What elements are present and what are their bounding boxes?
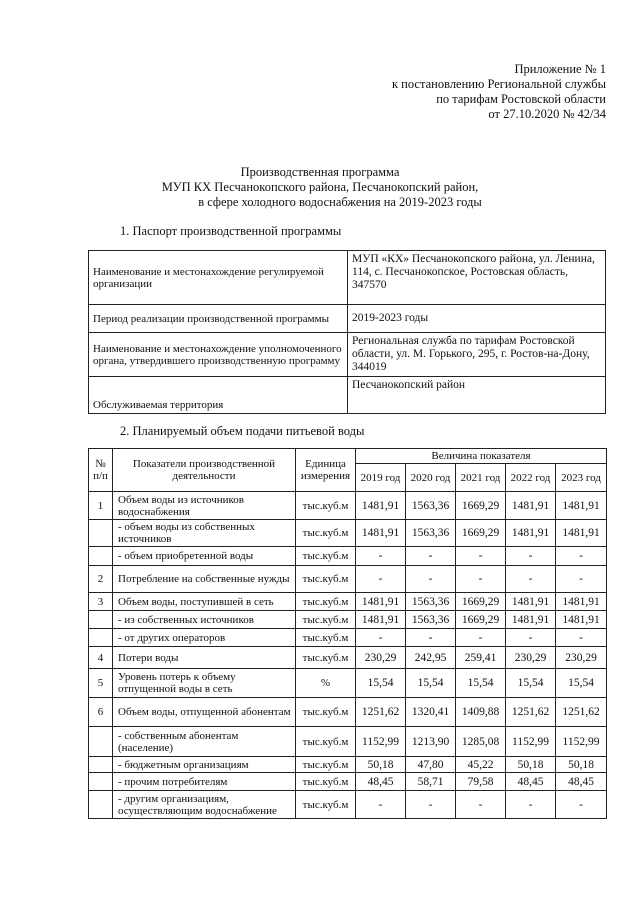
row-value: 1481,91 [556,520,607,547]
row-value: 15,54 [506,669,556,698]
row-indicator: - бюджетным организациям [113,757,296,773]
row-value: - [556,629,607,647]
row-value: 47,80 [406,757,456,773]
header-num: № п/п [89,449,113,492]
row-value: 1481,91 [556,593,607,611]
row-indicator: - собственным абонентам (население) [113,727,296,757]
row-value: 1409,88 [456,698,506,727]
row-indicator: - другим организациям, осуществляющим водоснабжение [113,791,296,819]
row-value: 1481,91 [356,611,406,629]
row-value: 15,54 [556,669,607,698]
row-value: - [556,566,607,593]
row-value: 1251,62 [556,698,607,727]
table-row [89,727,607,757]
row-value: 45,22 [456,757,506,773]
title-line: МУП КХ Песчанокопского района, Песчанокопский район, [161,180,479,194]
row-value: 230,29 [356,647,406,669]
header-indicator: Показатели производственной деятельности [113,449,296,492]
row-value: 1152,99 [506,727,556,757]
row-value: - [506,547,556,566]
row-value: 15,54 [406,669,456,698]
row-value: 1481,91 [506,593,556,611]
row-indicator: - прочим потребителям [113,773,296,791]
row-value: 1481,91 [506,492,556,520]
row-value: 1251,62 [506,698,556,727]
row-value: 1669,29 [456,520,506,547]
row-value: 1563,36 [406,520,456,547]
row-value: 1669,29 [456,611,506,629]
row-value: 50,18 [356,757,406,773]
header-value-group: Величина показателя [356,449,607,464]
row-unit: тыс.куб.м [296,757,356,773]
row-unit: тыс.куб.м [296,727,356,757]
row-value: 242,95 [406,647,456,669]
row-value: 15,54 [356,669,406,698]
header-year: 2020 год [406,464,456,492]
table-row [89,773,607,791]
passport-label: Наименование и местонахождение регулируемой организации [89,251,348,305]
appendix-line: к постановлению Региональной службы [391,77,606,91]
row-unit: тыс.куб.м [296,791,356,819]
row-unit: тыс.куб.м [296,629,356,647]
row-value: - [356,791,406,819]
header-year: 2022 год [506,464,556,492]
row-num: 4 [89,647,113,669]
passport-table [88,250,606,414]
row-num [89,520,113,547]
passport-value: 2019-2023 годы [348,305,606,333]
row-value: 50,18 [556,757,607,773]
row-unit: % [296,669,356,698]
row-value: 1669,29 [456,593,506,611]
row-num [89,757,113,773]
passport-value: МУП «КХ» Песчанокопского района, ул. Ленина, 114, с. Песчанокопское, Ростовская область, 347570 [348,251,606,305]
header-year: 2019 год [356,464,406,492]
row-value: 1481,91 [356,492,406,520]
row-indicator: Уровень потерь к объему отпущенной воды в сеть [113,669,296,698]
row-value: - [406,547,456,566]
row-value: 1481,91 [556,611,607,629]
header-year: 2021 год [456,464,506,492]
table-row [89,492,607,520]
row-num: 1 [89,492,113,520]
header-row [89,449,607,464]
row-unit: тыс.куб.м [296,492,356,520]
row-value: 1563,36 [406,492,456,520]
passport-value: Песчанокопский район [348,377,606,414]
passport-label: Наименование и местонахождение уполномоченного органа, утвердившего производственную программу [89,333,348,377]
document-title [0,165,640,210]
row-value: 230,29 [556,647,607,669]
table-row [89,305,606,333]
row-num [89,547,113,566]
row-value: - [406,629,456,647]
table-row [89,593,607,611]
passport-value: Региональная служба по тарифам Ростовской области, ул. М. Горького, 295, г. Ростов-на-Дону, 344019 [348,333,606,377]
row-num: 3 [89,593,113,611]
row-value: - [456,791,506,819]
row-value: 50,18 [506,757,556,773]
row-value: 1285,08 [456,727,506,757]
row-value: - [356,629,406,647]
row-indicator: - из собственных источников [113,611,296,629]
row-value: 1669,29 [456,492,506,520]
table-row [89,629,607,647]
row-value: - [506,791,556,819]
row-value: 1320,41 [406,698,456,727]
table-row [89,547,607,566]
row-value: 1481,91 [356,593,406,611]
row-indicator: Объем воды из источников водоснабжения [113,492,296,520]
header-unit: Единица измерения [296,449,356,492]
water-volume-table [88,448,607,819]
table-row [89,566,607,593]
row-unit: тыс.куб.м [296,566,356,593]
title-line: в сфере холодного водоснабжения на 2019-2023 годы [198,195,482,209]
table-row [89,611,607,629]
row-indicator: Объем воды, поступившей в сеть [113,593,296,611]
row-value: 1481,91 [556,492,607,520]
row-unit: тыс.куб.м [296,593,356,611]
row-num [89,773,113,791]
row-value: 1563,36 [406,611,456,629]
row-value: 1152,99 [556,727,607,757]
table-row [89,698,607,727]
row-value: 1152,99 [356,727,406,757]
row-value: - [456,629,506,647]
row-value: 1481,91 [356,520,406,547]
row-unit: тыс.куб.м [296,773,356,791]
title-line: Производственная программа [240,165,400,179]
row-unit: тыс.куб.м [296,547,356,566]
table-row [89,791,607,819]
row-value: 1213,90 [406,727,456,757]
header-year: 2023 год [556,464,607,492]
row-indicator: - объем воды из собственных источников [113,520,296,547]
row-value: 1481,91 [506,520,556,547]
row-value: 48,45 [356,773,406,791]
row-num [89,791,113,819]
row-value: - [456,547,506,566]
appendix-line: по тарифам Ростовской области [436,92,606,106]
table-row [89,251,606,305]
row-value: 48,45 [556,773,607,791]
row-num: 6 [89,698,113,727]
row-num: 2 [89,566,113,593]
row-value: 58,71 [406,773,456,791]
row-value: - [506,566,556,593]
row-value: 1563,36 [406,593,456,611]
row-value: - [406,791,456,819]
row-num [89,611,113,629]
row-indicator: Потери воды [113,647,296,669]
row-value: - [506,629,556,647]
passport-label: Период реализации производственной программы [89,305,348,333]
appendix-line: Приложение № 1 [514,62,606,76]
appendix-line: от 27.10.2020 № 42/34 [488,107,606,121]
table-row [89,647,607,669]
table-row [89,333,606,377]
row-value: 1251,62 [356,698,406,727]
row-value: - [556,547,607,566]
passport-label: Обслуживаемая территория [89,377,348,414]
row-value: - [456,566,506,593]
section-heading-passport: 1. Паспорт производственной программы [120,224,342,238]
row-value: 1481,91 [506,611,556,629]
row-indicator: - объем приобретенной воды [113,547,296,566]
row-unit: тыс.куб.м [296,647,356,669]
row-value: 48,45 [506,773,556,791]
table-row [89,377,606,414]
row-indicator: Объем воды, отпущенной абонентам [113,698,296,727]
row-value: 230,29 [506,647,556,669]
table-row [89,757,607,773]
table-row [89,520,607,547]
section-heading-volume: 2. Планируемый объем подачи питьевой воды [120,424,365,438]
row-unit: тыс.куб.м [296,611,356,629]
row-num [89,727,113,757]
row-value: 15,54 [456,669,506,698]
table-row [89,669,607,698]
row-value: 79,58 [456,773,506,791]
row-value: - [556,791,607,819]
row-value: - [356,566,406,593]
row-unit: тыс.куб.м [296,520,356,547]
row-value: - [406,566,456,593]
row-num: 5 [89,669,113,698]
row-indicator: - от других операторов [113,629,296,647]
appendix-header [392,62,606,122]
row-num [89,629,113,647]
row-indicator: Потребление на собственные нужды [113,566,296,593]
row-value: - [356,547,406,566]
row-value: 259,41 [456,647,506,669]
row-unit: тыс.куб.м [296,698,356,727]
